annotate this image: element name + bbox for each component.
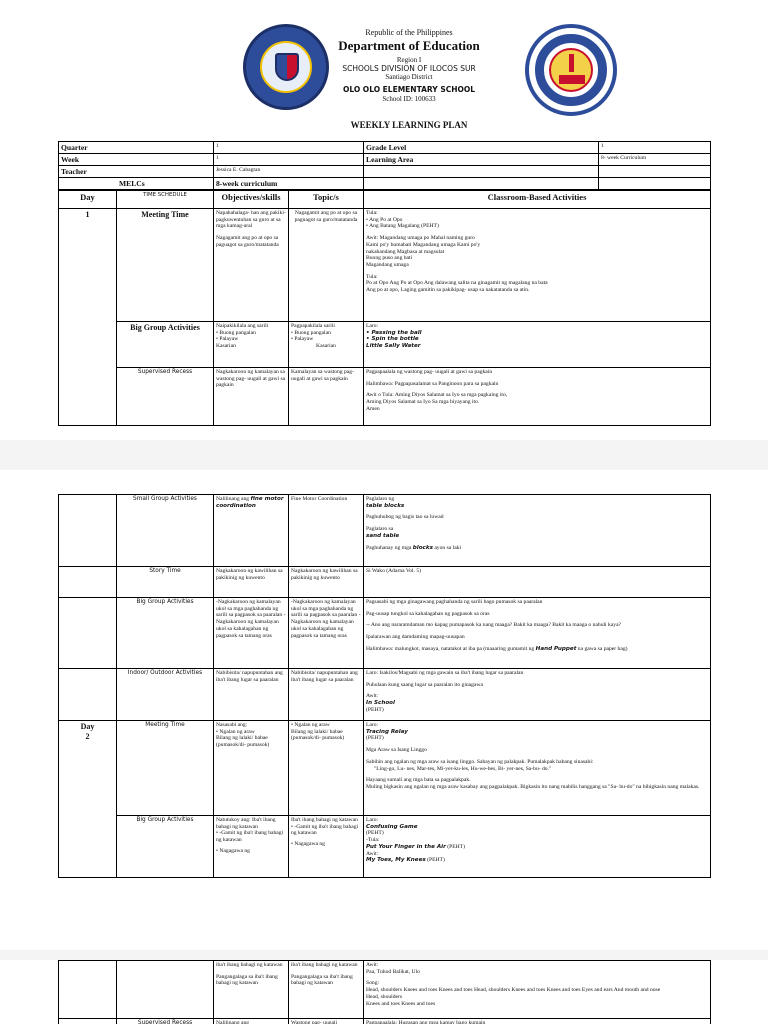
col-objectives: Objectives/skills (214, 191, 289, 209)
quarter-value: 1 (214, 142, 364, 154)
table-row (59, 209, 711, 322)
page-3 (0, 960, 768, 1024)
objectives-cell: -Nagkakaroon ng kamalayan ukol sa mga paghahanda ng sarili sa pagpasok sa paaralan - Nagkakaroon ng kamalayan ukol sa kahalagahan ng pagpasok sa tamang oras (214, 598, 289, 669)
table-row (59, 368, 711, 426)
page-2 (0, 470, 768, 950)
small-group-activities: Small Group Activities (117, 495, 214, 567)
day-2-cell: Day 2 (59, 721, 117, 878)
plan-table-3 (58, 960, 711, 1024)
info-table (58, 141, 711, 190)
activities-cell: Laro: Tracing Relay (PEHT) Mga Araw sa Isang Linggo Sabihin ang ngalan ng mga araw sa isang linggo. Sabayan ng palakpak. Pumalakpak habang sinasabi: "Ling-go, Lu- nes, Mar-tes, Mi-yer-ku-les, Hu-we-bes, Bi- yer-nes, Sa-bu- do." Hayaang sumali ang mga bata sa pagpalakpak. Muling bigkasin ang ngalan ng mga araw kasabay ang pagpalakpak. Bigkasin ito nang mabilis hanggang sa "Sa- bu-do" na bibigkasin nang malakas. (364, 721, 711, 816)
district-text: Santiago District (385, 73, 433, 81)
objectives-cell: Nalilinang ang fine motor coordination (214, 495, 289, 567)
activities-cell: Pagpapaalala: Hugasan ang mga kamay bago kumain (364, 1019, 711, 1024)
melcs-label: MELCs (59, 178, 214, 190)
table-row (59, 669, 711, 721)
big-group-activities: Big Group Activities (117, 816, 214, 878)
page-1 (0, 0, 768, 440)
topic-cell: Fine Motor Coordination (289, 495, 364, 567)
meeting-time: Meeting Time (117, 721, 214, 816)
page-gap (0, 440, 768, 470)
big-group-activities: Big Group Activities (117, 322, 214, 368)
objectives-cell: Napahahalaga- han ang pakiki- pagkuwentuhan sa guro at sa mga kamag-aral Nagagamit ang po at opo sa paguagot sa guro/matatanda (214, 209, 289, 322)
table-row (59, 961, 711, 1019)
supervised-recess: Supervised Recess (117, 368, 214, 426)
big-group-activities: Big Group Activities (117, 598, 214, 669)
school-name: OLO OLO ELEMENTARY SCHOOL (342, 85, 476, 94)
teacher-label: Teacher (59, 166, 214, 178)
table-row (59, 816, 711, 878)
area-label: Learning Area (364, 154, 599, 166)
topic-cell: Nabibisita/ napupuntahan ang iba't ibang lugar sa paaralan (289, 669, 364, 721)
division-text: SCHOOLS DIVISION OF ILOCOS SUR (342, 64, 476, 73)
week-label: Week (59, 154, 214, 166)
activities-cell: Laro: Isakilos/Magsabi ng mga gawain sa iba't ibang lugar sa paaralan Puhulaan kung saang lugar sa paaralan ito ginagawa Awit: In School (PEHT) (364, 669, 711, 721)
melcs-value: 8-week curriculum (214, 178, 364, 190)
document-header (0, 0, 768, 140)
plan-title: WEEKLY LEARNING PLAN (350, 120, 468, 130)
topic-cell: -Nagkakaroon ng kamalayan ukol sa mga paghahanda ng sarili sa pagpasok sa paaralan - Nagkakaroon ng kamalayan ukol sa kahalagahan ng pagpasok sa tamang oras (289, 598, 364, 669)
topic-cell: Nagkakaroon ng kawilihan sa pakikinig ng kuwento (289, 567, 364, 598)
meeting-time: Meeting Time (117, 209, 214, 322)
page-gap (0, 950, 768, 960)
objectives-cell: Nasasabi ang: • Ngalan ng araw Bilang ng lalaki/ babae (pumasok/di- pumasok) (214, 721, 289, 816)
activities-cell: Si Wako (Adarna Vol. 5) (364, 567, 711, 598)
school-id: School ID: 100633 (382, 95, 436, 103)
topic-cell: iba't ibang bahagi ng katawan Pangangalaga sa iba't ibang bahagi ng katawan (289, 961, 364, 1019)
plan-table-2 (58, 494, 711, 878)
topic-cell: Pagpapakilala sarili • Buong pangalan • Palayaw Kasarian (289, 322, 364, 368)
objectives-cell: Nagkakaroon ng kamalayan sa wastong pag- uugali at gawi sa pagkain (214, 368, 289, 426)
activities-cell: Laro: Confusing Game (PEHT) -Tula: Put Your Finger in the Air (PEHT) Awit: My Toes, My Knees (PEHT) (364, 816, 711, 878)
topic-cell: • Ngalan ng araw Bilang ng lalaki/ babae (pumasok/di- pumasok) (289, 721, 364, 816)
activities-cell: Pagpapaalala ng wastong pag- uugali at gawi sa pagkain Halimbawa: Pagpapasalamat sa Panginoon para sa pagkain Awit o Tula: Aming Diyos Salamat sa Iyo sa mga pagkaing ito, Aming Diyos Salamat sa Iyo Sa mga biyayang ito. Amen (364, 368, 711, 426)
teacher-value: Jessica E. Cabagtan (214, 166, 364, 178)
activities-cell: Awit: Paa, Tuhod Balikat, Ulo Song: Head, shoulders Knees and toes Knees and toes Head, shoulders Knees and toes Knees and toes Eyes and ears And mouth and nose Head, shoulders Knees and toes Knees and toes (364, 961, 711, 1019)
topic-cell: Nagagamit ang po at opo sa paguagot sa guro/matatanda (289, 209, 364, 322)
table-row (59, 567, 711, 598)
department-title: Department of Education (338, 38, 480, 53)
activities-cell: Paglalaro ng table blocks Paghuhubog ng bagis tao sa luwad Paglalaro sa sand table Paghuhanay ng mga blocks ayon sa laki (364, 495, 711, 567)
col-day: Day (59, 191, 117, 209)
school-seal-icon (525, 24, 617, 116)
activities-cell: Pagsasabi ng mga ginagawang paghahanda ng sarili bago pumasok sa paaralan Pag-uusap tungkol sa kahalagahan ng pagpasok sa oras -- Ano ang nararamdaman mo kapag pumapasok ka nang maaga? Bakit ka maaga? Bakit ka maaga o nahuli kaya? Ipalarawan ang damdaming mapag-uusapan Halimbawa: malungkot, masaya, natatakot at iba pa (maaaring gumamit ng Hand Puppet na gawa sa paper bag) (364, 598, 711, 669)
table-row (59, 721, 711, 816)
grade-label: Grade Level (364, 142, 599, 154)
supervised-recess: Supervised Recess (117, 1019, 214, 1024)
table-row (59, 1019, 711, 1024)
table-row (59, 495, 711, 567)
week-value: 1 (214, 154, 364, 166)
col-activities: Classroom-Based Activities (364, 191, 711, 209)
objectives-cell: Nalilinang ang (214, 1019, 289, 1024)
activities-cell: Laro: • Passing the ball • Spin the bottle Little Sally Water (364, 322, 711, 368)
grade-value: 1 (599, 142, 711, 154)
indoor-outdoor-activities: Indoor/ Outdoor Activities (117, 669, 214, 721)
topic-cell: Kamalayan sa wastong pag- uugali at gawi sa pagkain (289, 368, 364, 426)
table-row (59, 322, 711, 368)
area-value: 8- week Curriculum (599, 154, 711, 166)
objectives-cell: Naipakikilala ang sarili • Buong pangalan • Palayaw Kasarian (214, 322, 289, 368)
table-row (59, 598, 711, 669)
day-1-number: 1 (59, 209, 117, 426)
quarter-label: Quarter (59, 142, 214, 154)
objectives-cell: Nabibisita/ napupuntahan ang iba't ibang lugar sa paaralan (214, 669, 289, 721)
col-schedule: TIME SCHEDULE (117, 191, 214, 209)
plan-table-1 (58, 190, 711, 426)
activities-cell: Tula: • Ang Po at Opo • Ang Batang Magalang (PEHT) Awit: Magandang umaga po Mahal naming guro Kami po'y bumabati Magandang umaga Kami po'y nakahandang Magbasa at magsulat Buong puso ang bati Magandang umaga Tula: Po at Opo Ang Po at Opo Ang dalawang salita na ginagamit ng magalang na bata Ang po at opo, Laging gamitin sa pakikipag- usap sa nakatatanda sa atin. (364, 209, 711, 322)
objectives-cell: Nagkakaroon ng kawilihan sa pakikinig ng kuwento (214, 567, 289, 598)
objectives-cell: iba't ibang bahagi ng katawan Pangangalaga sa iba't ibang bahagi ng katawan (214, 961, 289, 1019)
objectives-cell: Natutukoy ang: Iba't ibang bahagi ng katawan • -Gamit ng iba't ibang bahagi ng katawan • Nagagawa ng (214, 816, 289, 878)
topic-cell: Iba't ibang bahagi ng katawan • -Gamit ng iba't ibang bahagi ng katawan • Nagagawa ng (289, 816, 364, 878)
republic-text: Republic of the Philippines (365, 28, 453, 37)
col-topics: Topic/s (289, 191, 364, 209)
topic-cell: Wastong pag- uugali (289, 1019, 364, 1024)
region-text: Region I (396, 56, 422, 64)
story-time: Story Time (117, 567, 214, 598)
